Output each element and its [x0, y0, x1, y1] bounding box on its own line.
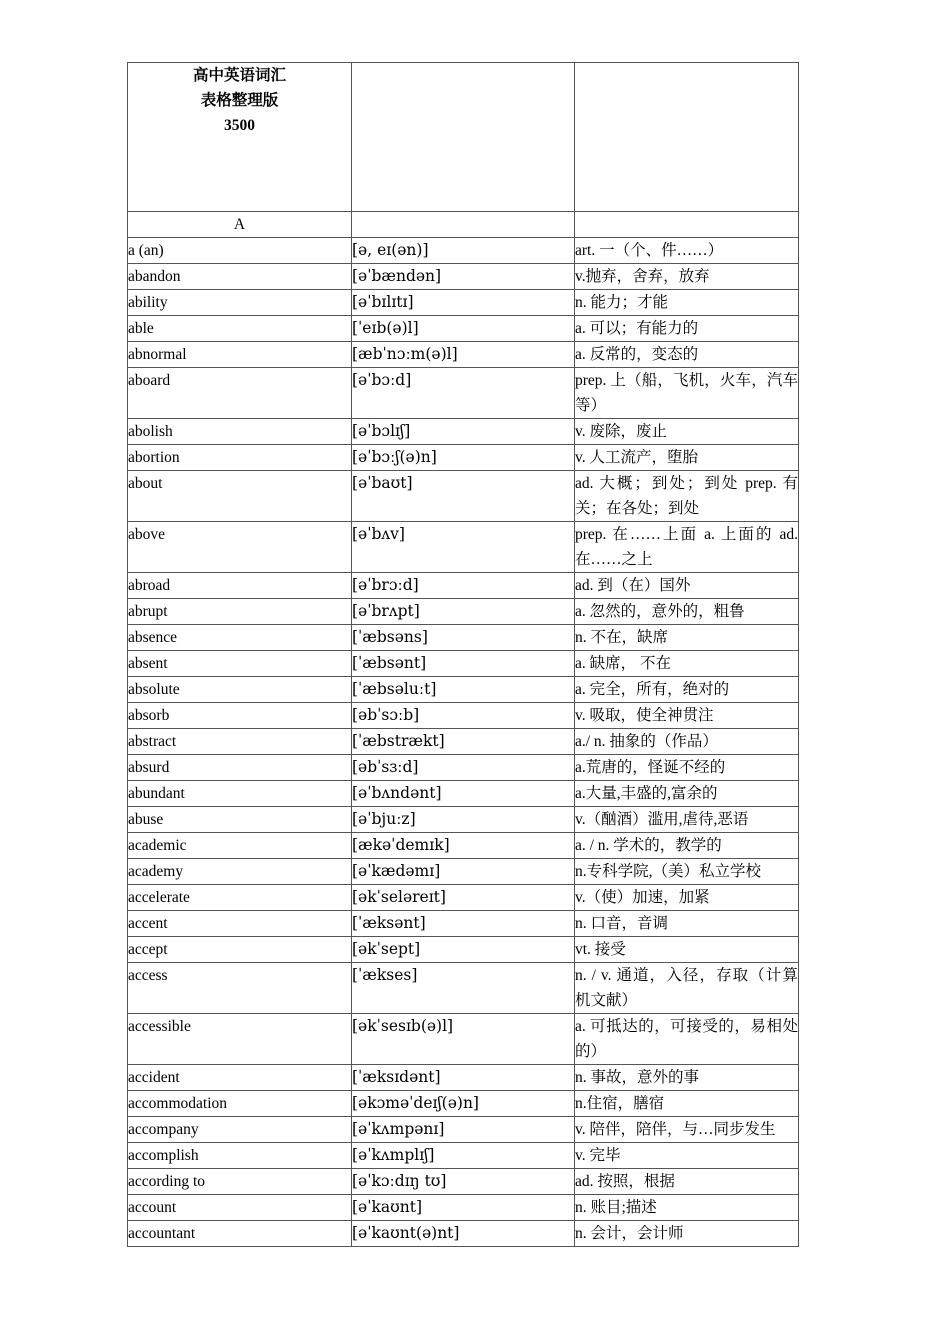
title-line-2: 表格整理版 — [200, 92, 279, 109]
phonetic-cell: [ˈæksənt] — [352, 911, 575, 937]
table-row — [128, 833, 799, 859]
meaning-cell: a.大量,丰盛的,富余的 — [575, 781, 799, 807]
meaning-cell: prep. 上（船，飞机，火车，汽车等） — [575, 368, 799, 419]
word-cell: abstract — [128, 729, 352, 755]
meaning-cell: n.住宿，膳宿 — [575, 1091, 799, 1117]
phonetic-cell: [ə, eɪ(ən)] — [352, 238, 575, 264]
meaning-cell: n. 能力；才能 — [575, 290, 799, 316]
phonetic-cell: [əˈbɔːd] — [352, 368, 575, 419]
section-letter: A — [128, 212, 352, 238]
word-cell: account — [128, 1195, 352, 1221]
phonetic-cell: [əˈbændən] — [352, 264, 575, 290]
word-cell: abundant — [128, 781, 352, 807]
meaning-cell: v.（使）加速，加紧 — [575, 885, 799, 911]
table-row — [128, 1117, 799, 1143]
word-cell: according to — [128, 1169, 352, 1195]
meaning-cell: n. / v. 通道，入径，存取（计算机文献） — [575, 963, 799, 1014]
phonetic-cell: [ˈeɪb(ə)l] — [352, 316, 575, 342]
table-row — [128, 419, 799, 445]
meaning-cell: v. 人工流产，堕胎 — [575, 445, 799, 471]
word-cell: accident — [128, 1065, 352, 1091]
meaning-cell: a. / n. 学术的，教学的 — [575, 833, 799, 859]
phonetic-cell: [ˈæksɪdənt] — [352, 1065, 575, 1091]
meaning-cell: n. 会计，会计师 — [575, 1221, 799, 1247]
phonetic-cell: [ˈæbstrækt] — [352, 729, 575, 755]
meaning-cell: a.荒唐的，怪诞不经的 — [575, 755, 799, 781]
word-cell: abroad — [128, 573, 352, 599]
word-cell: accelerate — [128, 885, 352, 911]
table-row — [128, 1065, 799, 1091]
meaning-cell: n. 账目;描述 — [575, 1195, 799, 1221]
word-cell: accent — [128, 911, 352, 937]
table-row — [128, 342, 799, 368]
meaning-cell: prep. 在……上面 a. 上面的 ad. 在……之上 — [575, 522, 799, 573]
meaning-cell: art. 一（个、件……） — [575, 238, 799, 264]
empty-cell — [352, 63, 575, 212]
phonetic-cell: [əˈbrɔːd] — [352, 573, 575, 599]
word-cell: absence — [128, 625, 352, 651]
meaning-cell: ad. 到（在）国外 — [575, 573, 799, 599]
phonetic-cell: [əkˈseləreɪt] — [352, 885, 575, 911]
table-row — [128, 625, 799, 651]
word-cell: access — [128, 963, 352, 1014]
meaning-cell: n.专科学院,（美）私立学校 — [575, 859, 799, 885]
word-cell: accommodation — [128, 1091, 352, 1117]
word-cell: above — [128, 522, 352, 573]
phonetic-cell: [æbˈnɔːm(ə)l] — [352, 342, 575, 368]
title-row — [128, 63, 799, 212]
phonetic-cell: [əˈkædəmɪ] — [352, 859, 575, 885]
table-row — [128, 264, 799, 290]
phonetic-cell: [əˈkʌmplɪʃ] — [352, 1143, 575, 1169]
word-cell: absent — [128, 651, 352, 677]
empty-cell — [352, 212, 575, 238]
table-row — [128, 651, 799, 677]
word-cell: abuse — [128, 807, 352, 833]
table-row — [128, 316, 799, 342]
table-row — [128, 859, 799, 885]
phonetic-cell: [əbˈsɜːd] — [352, 755, 575, 781]
phonetic-cell: [əˈbʌv] — [352, 522, 575, 573]
table-row — [128, 471, 799, 522]
word-cell: able — [128, 316, 352, 342]
table-row — [128, 238, 799, 264]
word-cell: accomplish — [128, 1143, 352, 1169]
phonetic-cell: [əˈbrʌpt] — [352, 599, 575, 625]
title-line-1: 高中英语词汇 — [192, 67, 286, 84]
phonetic-cell: [əˈbʌndənt] — [352, 781, 575, 807]
word-cell: about — [128, 471, 352, 522]
word-cell: abortion — [128, 445, 352, 471]
meaning-cell: n. 口音，音调 — [575, 911, 799, 937]
word-cell: ability — [128, 290, 352, 316]
phonetic-cell: [ˈæbsənt] — [352, 651, 575, 677]
phonetic-cell: [əˈbaʊt] — [352, 471, 575, 522]
word-cell: a (an) — [128, 238, 352, 264]
table-row — [128, 1091, 799, 1117]
table-row — [128, 445, 799, 471]
table-row — [128, 599, 799, 625]
word-cell: accept — [128, 937, 352, 963]
phonetic-cell: [əˈkɔːdɪŋ tʊ] — [352, 1169, 575, 1195]
table-row — [128, 911, 799, 937]
meaning-cell: v.（酗酒）滥用,虐待,恶语 — [575, 807, 799, 833]
table-row — [128, 1014, 799, 1065]
empty-cell — [575, 212, 799, 238]
table-row — [128, 1169, 799, 1195]
phonetic-cell: [əˈkaʊnt] — [352, 1195, 575, 1221]
table-row — [128, 1195, 799, 1221]
table-row — [128, 729, 799, 755]
meaning-cell: v. 吸取，使全神贯注 — [575, 703, 799, 729]
table-row — [128, 937, 799, 963]
phonetic-cell: [ækəˈdemɪk] — [352, 833, 575, 859]
phonetic-cell: [ˈækses] — [352, 963, 575, 1014]
meaning-cell: a. 忽然的，意外的，粗鲁 — [575, 599, 799, 625]
meaning-cell: a. 缺席， 不在 — [575, 651, 799, 677]
table-row — [128, 885, 799, 911]
phonetic-cell: [əkˈsept] — [352, 937, 575, 963]
document-title — [128, 63, 352, 212]
meaning-cell: a. 可以；有能力的 — [575, 316, 799, 342]
phonetic-cell: [əˈbɪlɪtɪ] — [352, 290, 575, 316]
meaning-cell: v. 废除，废止 — [575, 419, 799, 445]
meaning-cell: v. 陪伴，陪伴，与…同步发生 — [575, 1117, 799, 1143]
table-row — [128, 1221, 799, 1247]
meaning-cell: a. 可抵达的，可接受的，易相处的） — [575, 1014, 799, 1065]
meaning-cell: v. 完毕 — [575, 1143, 799, 1169]
phonetic-cell: [əˈbɔːʃ(ə)n] — [352, 445, 575, 471]
table-row — [128, 703, 799, 729]
section-row — [128, 212, 799, 238]
table-row — [128, 963, 799, 1014]
word-cell: academic — [128, 833, 352, 859]
word-cell: abnormal — [128, 342, 352, 368]
table-row — [128, 677, 799, 703]
phonetic-cell: [əbˈsɔːb] — [352, 703, 575, 729]
word-cell: aboard — [128, 368, 352, 419]
phonetic-cell: [əˈkaʊnt(ə)nt] — [352, 1221, 575, 1247]
vocabulary-table — [127, 62, 799, 1247]
meaning-cell: a. 完全，所有，绝对的 — [575, 677, 799, 703]
word-cell: accountant — [128, 1221, 352, 1247]
empty-cell — [575, 63, 799, 212]
word-cell: absorb — [128, 703, 352, 729]
word-cell: absolute — [128, 677, 352, 703]
table-row — [128, 573, 799, 599]
phonetic-cell: [əˈbjuːz] — [352, 807, 575, 833]
word-cell: accessible — [128, 1014, 352, 1065]
table-row — [128, 368, 799, 419]
meaning-cell: n. 事故，意外的事 — [575, 1065, 799, 1091]
meaning-cell: ad. 按照，根据 — [575, 1169, 799, 1195]
word-cell: abrupt — [128, 599, 352, 625]
phonetic-cell: [əkˈsesɪb(ə)l] — [352, 1014, 575, 1065]
meaning-cell: vt. 接受 — [575, 937, 799, 963]
table-row — [128, 807, 799, 833]
meaning-cell: v.抛弃，舍弃，放弃 — [575, 264, 799, 290]
table-row — [128, 755, 799, 781]
phonetic-cell: [əˈbɔlɪʃ] — [352, 419, 575, 445]
word-cell: academy — [128, 859, 352, 885]
title-line-3: 3500 — [224, 117, 255, 134]
phonetic-cell: [ˈæbsəluːt] — [352, 677, 575, 703]
meaning-cell: ad. 大概；到处；到处 prep. 有关；在各处；到处 — [575, 471, 799, 522]
word-cell: accompany — [128, 1117, 352, 1143]
word-cell: abandon — [128, 264, 352, 290]
meaning-cell: a./ n. 抽象的（作品） — [575, 729, 799, 755]
table-row — [128, 781, 799, 807]
word-cell: abolish — [128, 419, 352, 445]
phonetic-cell: [ˈæbsəns] — [352, 625, 575, 651]
word-cell: absurd — [128, 755, 352, 781]
meaning-cell: n. 不在，缺席 — [575, 625, 799, 651]
table-row — [128, 522, 799, 573]
phonetic-cell: [əkɔməˈdeɪʃ(ə)n] — [352, 1091, 575, 1117]
table-row — [128, 1143, 799, 1169]
phonetic-cell: [əˈkʌmpənɪ] — [352, 1117, 575, 1143]
meaning-cell: a. 反常的，变态的 — [575, 342, 799, 368]
table-row — [128, 290, 799, 316]
